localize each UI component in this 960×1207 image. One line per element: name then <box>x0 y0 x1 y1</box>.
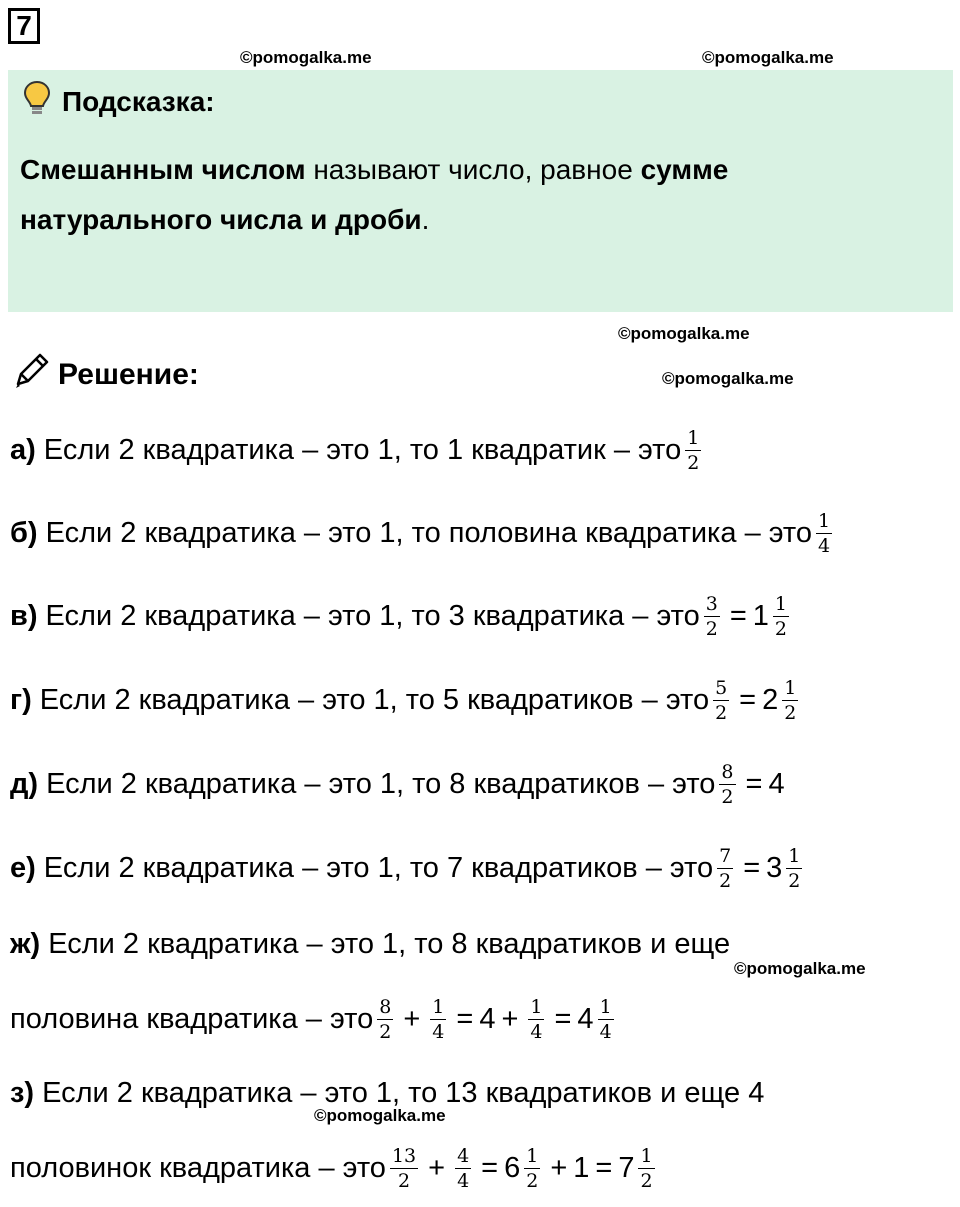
fraction: $\frac{8}{2}$ <box>379 995 392 1043</box>
watermark: ©pomogalka.me <box>314 1106 446 1125</box>
fraction: $\frac{1}{4}$ <box>530 995 543 1043</box>
solution-line-e: е) Если 2 квадратика – это 1, то 7 квадратиков – это $\frac{7}{2}$ = 3 $\frac{1}{2}$ <box>10 844 801 892</box>
watermark: ©pomogalka.me <box>734 959 866 978</box>
fraction: $\frac{5}{2}$ <box>715 676 728 724</box>
fraction: $\frac{7}{2}$ <box>719 844 732 892</box>
pencil-icon <box>12 352 50 398</box>
lightbulb-icon <box>22 80 52 123</box>
solution-line-zh: ж) Если 2 квадратика – это 1, то 8 квадратиков и еще <box>10 927 731 960</box>
fraction: $\frac{4}{4}$ <box>457 1144 470 1192</box>
fraction: $\frac{1}{2}$ <box>784 676 797 724</box>
solution-line-a: а) Если 2 квадратика – это 1, то 1 квадратик – это $\frac{1}{2}$ <box>10 426 700 474</box>
fraction: $\frac{1}{2}$ <box>640 1144 653 1192</box>
solution-line-d: д) Если 2 квадратика – это 1, то 8 квадратиков – это $\frac{8}{2}$ = 4 <box>10 760 785 808</box>
solution-line-v: в) Если 2 квадратика – это 1, то 3 квадратика – это $\frac{3}{2}$ = 1 $\frac{1}{2}$ <box>10 592 787 640</box>
fraction: $\frac{1}{4}$ <box>432 995 445 1043</box>
fraction: $\frac{1}{2}$ <box>526 1144 539 1192</box>
fraction: $\frac{1}{2}$ <box>774 592 787 640</box>
hint-title-text: Подсказка: <box>62 85 215 117</box>
fraction: $\frac{3}{2}$ <box>705 592 718 640</box>
fraction: $\frac{1}{2}$ <box>687 426 700 474</box>
hint-text: Смешанным числом называют число, равное сумме натурального числа и дроби. <box>20 154 729 235</box>
solution-line-z-2: половинок квадратика – это $\frac{13}{2}$ + $\frac{4}{4}$ = 6 $\frac{1}{2}$ + 1 = 7 $\frac{1}{2}$ <box>10 1144 653 1192</box>
solution-line-z: з) Если 2 квадратика – это 1, то 13 квадратиков и еще 4 <box>10 1076 765 1109</box>
watermark: ©pomogalka.me <box>662 369 794 388</box>
solution-line-b: б) Если 2 квадратика – это 1, то половина квадратика – это $\frac{1}{4}$ <box>10 509 831 557</box>
fraction: $\frac{1}{4}$ <box>818 509 831 557</box>
solution-line-g: г) Если 2 квадратика – это 1, то 5 квадратиков – это $\frac{5}{2}$ = 2 $\frac{1}{2}$ <box>10 676 797 724</box>
task-number: 7 <box>8 8 40 44</box>
watermark: ©pomogalka.me <box>240 48 372 67</box>
fraction: $\frac{8}{2}$ <box>721 760 734 808</box>
solution-title-text: Решение: <box>58 358 199 391</box>
fraction: $\frac{1}{4}$ <box>599 995 612 1043</box>
solution-line-zh-2: половина квадратика – это $\frac{8}{2}$ + $\frac{1}{4}$ = 4 + $\frac{1}{4}$ = 4 $\frac{1}{4}$ <box>10 995 612 1043</box>
fraction: $\frac{1}{2}$ <box>788 844 801 892</box>
fraction: $\frac{13}{2}$ <box>391 1144 417 1192</box>
hint-title <box>22 80 215 123</box>
solution-title <box>12 352 199 398</box>
watermark: ©pomogalka.me <box>702 48 834 67</box>
watermark: ©pomogalka.me <box>618 324 750 343</box>
